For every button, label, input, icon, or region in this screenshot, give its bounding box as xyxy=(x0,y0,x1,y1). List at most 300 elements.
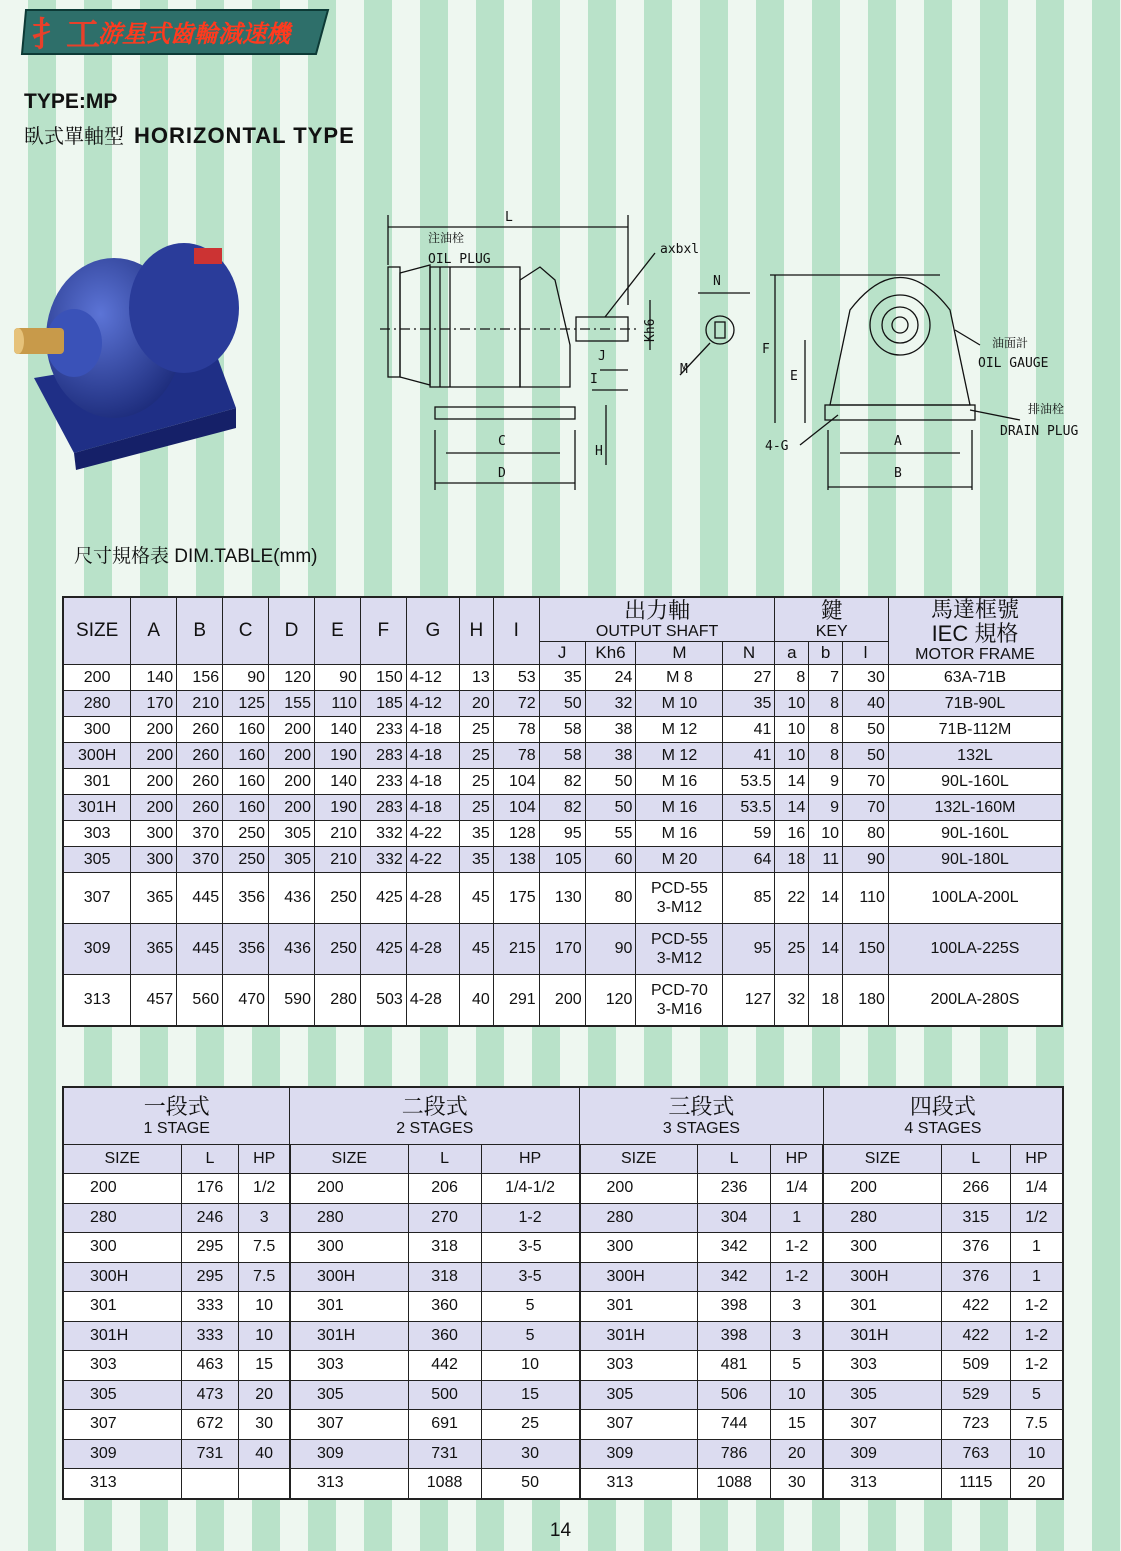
table-row xyxy=(63,743,1062,769)
stage-cell-l: 318 xyxy=(408,1262,481,1292)
col-c: C xyxy=(223,597,269,665)
table-row xyxy=(63,1380,1063,1410)
cell-kh6: 50 xyxy=(585,769,636,795)
cell-h: 40 xyxy=(460,975,494,1027)
dim-table-caption: 尺寸規格表 DIM.TABLE(mm) xyxy=(74,546,318,567)
key-cn: 鍵 xyxy=(820,597,843,623)
stage-cell-l: 1088 xyxy=(408,1469,481,1499)
cell-g: 4-18 xyxy=(406,795,459,821)
cell-key-b: 9 xyxy=(809,795,843,821)
stage-col-size: SIZE xyxy=(823,1145,941,1174)
pcd-line: 3-M16 xyxy=(656,1001,703,1018)
stage-cell-size: 280 xyxy=(580,1203,698,1233)
cell-e: 110 xyxy=(314,691,360,717)
label-N: N xyxy=(713,274,721,289)
col-b: B xyxy=(177,597,223,665)
label-M: M xyxy=(680,362,688,377)
stage-cell-hp: 1-2 xyxy=(1010,1321,1063,1351)
label-J: J xyxy=(598,349,606,364)
cell-key-a: 14 xyxy=(775,769,809,795)
cell-kh6: 120 xyxy=(585,975,636,1027)
cell-e: 210 xyxy=(314,847,360,873)
stage-cell-size: 300H xyxy=(290,1262,408,1292)
table-row xyxy=(63,1174,1063,1204)
cell-c: 125 xyxy=(223,691,269,717)
cell-key-a: 22 xyxy=(775,873,809,924)
cell-size: 313 xyxy=(63,975,131,1027)
cell-kh6: 50 xyxy=(585,795,636,821)
stage-cell-hp: 1-2 xyxy=(771,1233,824,1263)
cell-size: 301 xyxy=(63,769,131,795)
cell-key-a: 25 xyxy=(775,924,809,975)
table-row xyxy=(63,1469,1063,1499)
stage-cell-size: 313 xyxy=(63,1469,181,1499)
cell-h: 45 xyxy=(460,873,494,924)
cell-motor: 71B-90L xyxy=(888,691,1062,717)
cell-h: 25 xyxy=(460,795,494,821)
stage-cell-size: 305 xyxy=(580,1380,698,1410)
stage-cell-l: 270 xyxy=(408,1203,481,1233)
cell-key-l: 80 xyxy=(843,821,889,847)
cell-d: 590 xyxy=(269,975,315,1027)
stage-cell-size: 301 xyxy=(63,1292,181,1322)
stage-cell-l: 176 xyxy=(181,1174,239,1204)
stage-cell-size: 309 xyxy=(290,1439,408,1469)
cell-d: 120 xyxy=(269,665,315,691)
cell-j: 58 xyxy=(539,717,585,743)
cell-a: 200 xyxy=(131,769,177,795)
cell-j: 200 xyxy=(539,975,585,1027)
cell-h: 25 xyxy=(460,769,494,795)
stage-cell-l: 422 xyxy=(941,1321,1010,1351)
stage-cell-hp: 1/4 xyxy=(771,1174,824,1204)
brand-banner xyxy=(20,6,330,58)
label-oil-plug-cn: 注油栓 xyxy=(428,231,465,245)
col-kh6: Kh6 xyxy=(585,642,636,665)
cell-kh6: 80 xyxy=(585,873,636,924)
col-j: J xyxy=(539,642,585,665)
cell-n: 41 xyxy=(723,717,775,743)
cell-key-b: 18 xyxy=(809,975,843,1027)
table-row xyxy=(63,1351,1063,1381)
cell-b: 445 xyxy=(177,873,223,924)
cell-c: 160 xyxy=(223,795,269,821)
cell-h: 25 xyxy=(460,717,494,743)
cell-i: 104 xyxy=(493,769,539,795)
stage-cell-l: 376 xyxy=(941,1262,1010,1292)
cell-g: 4-28 xyxy=(406,873,459,924)
cell-key-a: 32 xyxy=(775,975,809,1027)
cell-size: 303 xyxy=(63,821,131,847)
pcd-line: 3-M12 xyxy=(656,950,703,967)
cell-b: 370 xyxy=(177,847,223,873)
table-row xyxy=(63,1439,1063,1469)
cell-size: 305 xyxy=(63,847,131,873)
cell-m xyxy=(636,924,723,975)
cell-c: 250 xyxy=(223,821,269,847)
stage-group-cn: 一段式 xyxy=(143,1094,210,1119)
stage-cell-l: 422 xyxy=(941,1292,1010,1322)
cell-b: 260 xyxy=(177,769,223,795)
pcd-line: PCD-70 xyxy=(650,982,708,999)
stage-cell-size: 307 xyxy=(290,1410,408,1440)
stage-cell-hp: 1-2 xyxy=(1010,1351,1063,1381)
stage-cell-size: 200 xyxy=(823,1174,941,1204)
cell-n: 127 xyxy=(723,975,775,1027)
cell-key-l: 70 xyxy=(843,795,889,821)
stage-cell-size: 200 xyxy=(580,1174,698,1204)
stage-cell-hp: 20 xyxy=(1010,1469,1063,1499)
stage-cell-hp: 10 xyxy=(481,1351,579,1381)
cell-g: 4-22 xyxy=(406,847,459,873)
stage-group-cn: 二段式 xyxy=(401,1094,468,1119)
cell-d: 305 xyxy=(269,847,315,873)
cell-size: 280 xyxy=(63,691,131,717)
table-row xyxy=(63,1321,1063,1351)
cell-a: 200 xyxy=(131,743,177,769)
stage-cell-hp: 1/2 xyxy=(239,1174,290,1204)
cell-size: 200 xyxy=(63,665,131,691)
stage-cell-size: 307 xyxy=(580,1410,698,1440)
cell-f: 283 xyxy=(360,795,406,821)
stage-cell-l: 506 xyxy=(698,1380,771,1410)
cell-j: 105 xyxy=(539,847,585,873)
table-row xyxy=(63,975,1062,1027)
group-key xyxy=(775,597,888,642)
cell-j: 50 xyxy=(539,691,585,717)
label-A: A xyxy=(894,434,902,449)
stage-cell-hp: 5 xyxy=(481,1321,579,1351)
stage-cell-size: 300 xyxy=(580,1233,698,1263)
cell-b: 210 xyxy=(177,691,223,717)
stage-cell-l: 744 xyxy=(698,1410,771,1440)
stage-cell-l: 266 xyxy=(941,1174,1010,1204)
cell-g: 4-18 xyxy=(406,743,459,769)
stage-cell-l: 723 xyxy=(941,1410,1010,1440)
cell-key-l: 50 xyxy=(843,717,889,743)
cell-kh6: 60 xyxy=(585,847,636,873)
stage-cell-size: 301H xyxy=(290,1321,408,1351)
stage-cell-size: 313 xyxy=(290,1469,408,1499)
cell-motor: 100LA-225S xyxy=(888,924,1062,975)
cell-kh6: 38 xyxy=(585,717,636,743)
stage-cell-size: 305 xyxy=(823,1380,941,1410)
banner-text: 游星式齒輪減速機 xyxy=(98,20,290,48)
stage-cell-hp xyxy=(239,1469,290,1499)
cell-key-l: 150 xyxy=(843,924,889,975)
label-H: H xyxy=(595,444,603,459)
cell-n: 64 xyxy=(723,847,775,873)
cell-h: 25 xyxy=(460,743,494,769)
stage-group-4 xyxy=(823,1087,1063,1145)
cell-size: 300 xyxy=(63,717,131,743)
label-oil-gauge-cn: 油面計 xyxy=(992,336,1029,350)
stage-group-en: 1 STAGE xyxy=(143,1120,210,1137)
stage-cell-hp: 1-2 xyxy=(771,1262,824,1292)
stage-cell-hp: 1/2 xyxy=(1010,1203,1063,1233)
cell-n: 35 xyxy=(723,691,775,717)
cell-key-a: 8 xyxy=(775,665,809,691)
label-4g: 4-G xyxy=(765,439,789,454)
stage-group-en: 4 STAGES xyxy=(904,1120,982,1137)
cell-n: 59 xyxy=(723,821,775,847)
stage-cell-l: 295 xyxy=(181,1262,239,1292)
motor-iec: IEC 規格 xyxy=(931,621,1019,646)
cell-e: 190 xyxy=(314,743,360,769)
cell-key-a: 16 xyxy=(775,821,809,847)
stage-cell-hp: 7.5 xyxy=(1010,1410,1063,1440)
cell-key-a: 14 xyxy=(775,795,809,821)
cell-kh6: 55 xyxy=(585,821,636,847)
stage-cell-l: 206 xyxy=(408,1174,481,1204)
stage-cell-size: 300 xyxy=(823,1233,941,1263)
cell-a: 365 xyxy=(131,873,177,924)
cell-g: 4-18 xyxy=(406,769,459,795)
cell-c: 160 xyxy=(223,743,269,769)
cell-key-l: 70 xyxy=(843,769,889,795)
cell-size: 307 xyxy=(63,873,131,924)
key-en: KEY xyxy=(815,622,848,640)
cell-a: 457 xyxy=(131,975,177,1027)
stage-cell-size: 303 xyxy=(63,1351,181,1381)
cell-n: 41 xyxy=(723,743,775,769)
subtitle-en: HORIZONTAL TYPE xyxy=(134,123,355,148)
cell-e: 210 xyxy=(314,821,360,847)
subtitle-cn: 臥式單軸型 xyxy=(24,124,124,148)
cell-d: 200 xyxy=(269,769,315,795)
group-output-shaft xyxy=(539,597,775,642)
cell-b: 370 xyxy=(177,821,223,847)
table-row xyxy=(63,1203,1063,1233)
stage-cell-hp: 30 xyxy=(771,1469,824,1499)
cell-e: 140 xyxy=(314,717,360,743)
subtitle xyxy=(24,120,355,149)
cell-kh6: 32 xyxy=(585,691,636,717)
cell-n: 85 xyxy=(723,873,775,924)
label-kh6: Kh6 xyxy=(643,318,658,342)
stage-cell-l: 304 xyxy=(698,1203,771,1233)
cell-key-b: 10 xyxy=(809,821,843,847)
cell-size: 309 xyxy=(63,924,131,975)
cell-m: M 20 xyxy=(636,847,723,873)
stage-cell-hp: 30 xyxy=(239,1410,290,1440)
cell-key-b: 11 xyxy=(809,847,843,873)
stage-cell-hp: 50 xyxy=(481,1469,579,1499)
stage-cell-l: 236 xyxy=(698,1174,771,1204)
cell-h: 20 xyxy=(460,691,494,717)
stage-col-size: SIZE xyxy=(290,1145,408,1174)
stage-cell-hp: 1 xyxy=(771,1203,824,1233)
cell-i: 138 xyxy=(493,847,539,873)
stage-cell-size: 300H xyxy=(580,1262,698,1292)
stage-cell-hp: 15 xyxy=(771,1410,824,1440)
cell-m: M 16 xyxy=(636,821,723,847)
cell-a: 200 xyxy=(131,795,177,821)
stage-cell-size: 301 xyxy=(290,1292,408,1322)
output-shaft-cn: 出力軸 xyxy=(624,597,691,623)
cell-h: 35 xyxy=(460,821,494,847)
cell-i: 53 xyxy=(493,665,539,691)
stage-cell-hp: 5 xyxy=(481,1292,579,1322)
col-a: A xyxy=(131,597,177,665)
table-row xyxy=(63,691,1062,717)
stage-cell-hp: 5 xyxy=(1010,1380,1063,1410)
cell-h: 45 xyxy=(460,924,494,975)
dimension-table xyxy=(62,596,1063,1027)
cell-e: 190 xyxy=(314,795,360,821)
cell-b: 260 xyxy=(177,795,223,821)
stage-cell-size: 301H xyxy=(823,1321,941,1351)
cell-j: 82 xyxy=(539,769,585,795)
cell-f: 332 xyxy=(360,847,406,873)
stage-cell-size: 300 xyxy=(63,1233,181,1263)
stage-cell-hp: 20 xyxy=(239,1380,290,1410)
stage-cell-size: 313 xyxy=(823,1469,941,1499)
cell-a: 300 xyxy=(131,821,177,847)
cell-b: 560 xyxy=(177,975,223,1027)
stage-cell-l: 398 xyxy=(698,1321,771,1351)
dimension-table-body xyxy=(63,665,1062,1027)
cell-e: 90 xyxy=(314,665,360,691)
stage-cell-l: 342 xyxy=(698,1233,771,1263)
cell-motor: 90L-180L xyxy=(888,847,1062,873)
stage-cell-size: 307 xyxy=(63,1410,181,1440)
stage-cell-size: 303 xyxy=(580,1351,698,1381)
stage-cell-l: 246 xyxy=(181,1203,239,1233)
cell-kh6: 24 xyxy=(585,665,636,691)
stage-cell-size: 280 xyxy=(290,1203,408,1233)
cell-m xyxy=(636,975,723,1027)
stage-group-3 xyxy=(580,1087,824,1145)
cell-c: 356 xyxy=(223,924,269,975)
table-row xyxy=(63,821,1062,847)
label-C: C xyxy=(498,434,506,449)
stage-col-l: L xyxy=(941,1145,1010,1174)
stage-cell-hp: 3 xyxy=(771,1321,824,1351)
stage-col-size: SIZE xyxy=(63,1145,181,1174)
stage-cell-size: 300H xyxy=(823,1262,941,1292)
stage-cell-hp: 30 xyxy=(481,1439,579,1469)
cell-h: 35 xyxy=(460,847,494,873)
cell-key-b: 7 xyxy=(809,665,843,691)
col-key-a: a xyxy=(775,642,809,665)
cell-j: 58 xyxy=(539,743,585,769)
cell-key-b: 14 xyxy=(809,924,843,975)
cell-key-a: 10 xyxy=(775,717,809,743)
stage-col-l: L xyxy=(181,1145,239,1174)
cell-i: 78 xyxy=(493,717,539,743)
cell-key-l: 110 xyxy=(843,873,889,924)
stage-cell-l: 315 xyxy=(941,1203,1010,1233)
stage-cell-size: 300 xyxy=(290,1233,408,1263)
stage-group-cn: 四段式 xyxy=(909,1094,976,1119)
stage-group-2 xyxy=(290,1087,580,1145)
cell-f: 233 xyxy=(360,717,406,743)
table-row xyxy=(63,717,1062,743)
cell-i: 72 xyxy=(493,691,539,717)
table-row xyxy=(63,665,1062,691)
stage-cell-l: 731 xyxy=(181,1439,239,1469)
label-oil-gauge-en: OIL GAUGE xyxy=(978,356,1049,371)
stage-cell-hp: 3-5 xyxy=(481,1233,579,1263)
stage-cell-hp: 15 xyxy=(239,1351,290,1381)
cell-f: 425 xyxy=(360,924,406,975)
label-axbxl: axbxl xyxy=(660,242,700,257)
cell-i: 104 xyxy=(493,795,539,821)
cell-key-a: 10 xyxy=(775,691,809,717)
cell-i: 175 xyxy=(493,873,539,924)
cell-a: 140 xyxy=(131,665,177,691)
stage-cell-hp: 1/4 xyxy=(1010,1174,1063,1204)
stage-cell-hp: 3 xyxy=(771,1292,824,1322)
stage-cell-size: 303 xyxy=(823,1351,941,1381)
stage-cell-size: 305 xyxy=(63,1380,181,1410)
stage-col-l: L xyxy=(698,1145,771,1174)
cell-a: 170 xyxy=(131,691,177,717)
cell-m: M 16 xyxy=(636,769,723,795)
cell-c: 90 xyxy=(223,665,269,691)
cell-f: 503 xyxy=(360,975,406,1027)
cell-d: 436 xyxy=(269,873,315,924)
cell-m: M 10 xyxy=(636,691,723,717)
label-L: L xyxy=(505,210,513,225)
cell-e: 250 xyxy=(314,873,360,924)
stage-cell-l: 763 xyxy=(941,1439,1010,1469)
stage-cell-l: 342 xyxy=(698,1262,771,1292)
stage-cell-hp: 1-2 xyxy=(1010,1292,1063,1322)
cell-f: 150 xyxy=(360,665,406,691)
cell-c: 356 xyxy=(223,873,269,924)
cell-g: 4-28 xyxy=(406,975,459,1027)
label-D: D xyxy=(498,466,506,481)
col-d: D xyxy=(269,597,315,665)
cell-d: 200 xyxy=(269,717,315,743)
cell-j: 82 xyxy=(539,795,585,821)
stage-cell-l: 333 xyxy=(181,1292,239,1322)
cell-d: 436 xyxy=(269,924,315,975)
stage-cell-size: 200 xyxy=(63,1174,181,1204)
cell-a: 200 xyxy=(131,717,177,743)
cell-motor: 90L-160L xyxy=(888,821,1062,847)
col-g: G xyxy=(406,597,459,665)
stage-cell-l: 529 xyxy=(941,1380,1010,1410)
stage-cell-hp: 10 xyxy=(239,1321,290,1351)
stage-cell-l: 731 xyxy=(408,1439,481,1469)
cell-n: 53.5 xyxy=(723,795,775,821)
stage-table-body xyxy=(63,1174,1063,1499)
cell-m: M 12 xyxy=(636,743,723,769)
stage-group-en: 3 STAGES xyxy=(662,1120,740,1137)
cell-g: 4-12 xyxy=(406,665,459,691)
cell-g: 4-28 xyxy=(406,924,459,975)
stage-cell-l: 481 xyxy=(698,1351,771,1381)
col-size: SIZE xyxy=(63,597,131,665)
cell-key-l: 90 xyxy=(843,847,889,873)
cell-n: 95 xyxy=(723,924,775,975)
cell-key-a: 10 xyxy=(775,743,809,769)
table-row xyxy=(63,847,1062,873)
stage-cell-l: 442 xyxy=(408,1351,481,1381)
cell-j: 170 xyxy=(539,924,585,975)
stage-cell-size: 200 xyxy=(290,1174,408,1204)
page-number: 14 xyxy=(549,1520,572,1541)
cell-motor: 63A-71B xyxy=(888,665,1062,691)
stage-cell-l: 672 xyxy=(181,1410,239,1440)
stage-cell-hp: 25 xyxy=(481,1410,579,1440)
cell-j: 95 xyxy=(539,821,585,847)
cell-motor: 90L-160L xyxy=(888,769,1062,795)
stage-cell-l: 360 xyxy=(408,1321,481,1351)
